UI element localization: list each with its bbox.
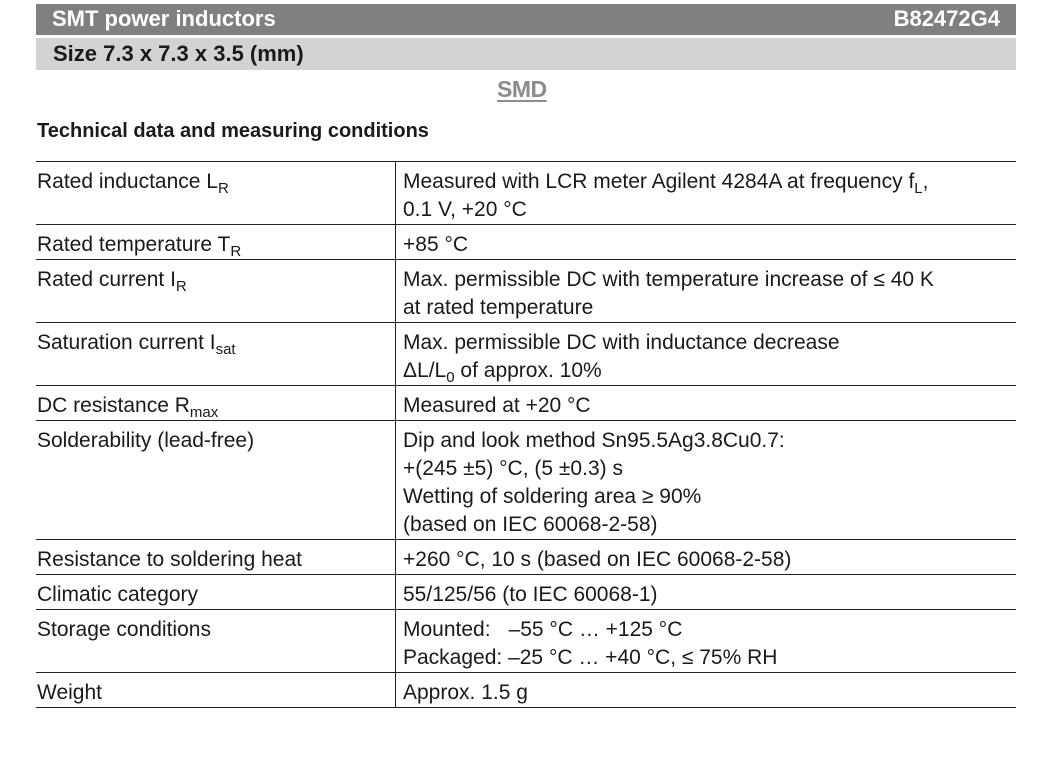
row-value: Dip and look method Sn95.5Ag3.8Cu0.7: +(245 ±5) °C, (5 ±0.3) s Wetting of soldering area ≥ 90% (based on IEC 60068-2-58): [396, 421, 1017, 540]
row-value: +85 °C: [396, 225, 1017, 260]
technical-data-table: [36, 161, 1016, 708]
row-label: Solderability (lead-free): [36, 421, 396, 540]
table-row: [36, 225, 1016, 260]
row-label: Resistance to soldering heat: [36, 540, 396, 575]
row-value: Measured at +20 °C: [396, 386, 1017, 421]
row-label: Rated current $I_R$: [36, 260, 396, 323]
row-label: DC resistance $R_{max}$: [36, 386, 396, 421]
table-row: [36, 673, 1016, 708]
table-row: [36, 260, 1016, 323]
row-value: +260 °C, 10 s (based on IEC 60068-2-58): [396, 540, 1017, 575]
table-row: [36, 323, 1016, 386]
section-heading: Technical data and measuring conditions: [37, 120, 429, 142]
row-label: Weight: [36, 673, 396, 708]
row-value: Max. permissible DC with inductance decrease $\Delta L/L_0$ of approx. 10%: [396, 323, 1017, 386]
smd-label: SMD: [497, 76, 547, 102]
table-row: [36, 386, 1016, 421]
header-bar: [36, 4, 1016, 35]
row-value: Max. permissible DC with temperature increase of ≤ 40 K at rated temperature: [396, 260, 1017, 323]
row-label: Rated temperature $T_R$: [36, 225, 396, 260]
table-row: [36, 610, 1016, 673]
table-row: [36, 421, 1016, 540]
part-number: B82472G4: [893, 6, 1000, 31]
table-row: [36, 162, 1016, 225]
row-value: 55/125/56 (to IEC 60068-1): [396, 575, 1017, 610]
row-label: Climatic category: [36, 575, 396, 610]
table-row: [36, 575, 1016, 610]
row-value: Approx. 1.5 g: [396, 673, 1017, 708]
row-label: Saturation current $I_{sat}$: [36, 323, 396, 386]
size-bar: [36, 38, 1016, 70]
product-family-title: SMT power inductors: [52, 6, 276, 31]
row-value: Measured with LCR meter Agilent 4284A at frequency $f_L$, 0.1 V, +20 °C: [396, 162, 1017, 225]
table-row: [36, 540, 1016, 575]
row-value: Mounted: –55 °C … +125 °C Packaged: –25 °C … +40 °C, ≤ 75% RH: [396, 610, 1017, 673]
size-label: Size 7.3 x 7.3 x 3.5 (mm): [53, 41, 304, 66]
row-label: Storage conditions: [36, 610, 396, 673]
row-label: Rated inductance $L_R$: [36, 162, 396, 225]
